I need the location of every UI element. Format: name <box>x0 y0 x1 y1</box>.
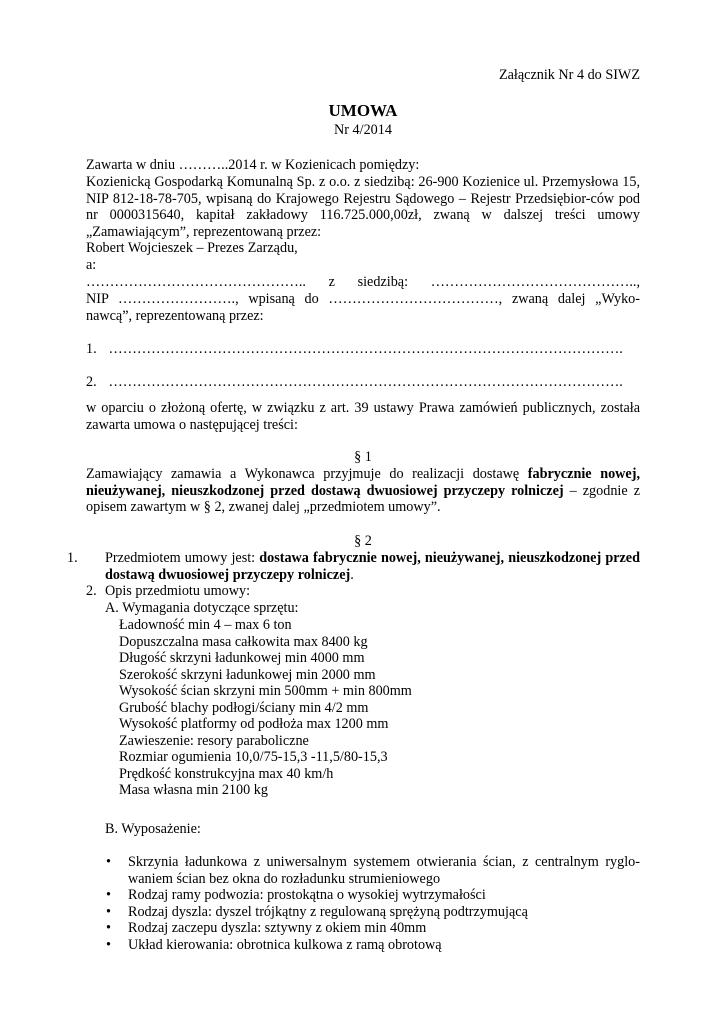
document-number: Nr 4/2014 <box>334 122 392 138</box>
section-1-text-bold: fabrycznie nowej, nieużywanej, nieuszkodzonej przed dostawą dwuosiowej przyczepy rolniczej <box>86 466 640 499</box>
requirement-item: Wysokość ścian skrzyni min 500mm + min 800mm <box>119 683 412 699</box>
requirement-item: Długość skrzyni ładunkowej min 4000 mm <box>119 650 365 666</box>
item-1-text: Przedmiotem umowy jest: <box>105 550 260 566</box>
equipment-item <box>86 887 640 904</box>
bullet-icon: • <box>106 920 111 936</box>
section-2-item-1 <box>67 550 640 583</box>
equipment-text: Układ kierowania: obrotnica kulkowa z ramą obrotową <box>128 936 442 953</box>
requirement-item: Masa własna min 2100 kg <box>119 782 268 798</box>
list-number: 1. <box>67 550 78 566</box>
requirement-item: Prędkość konstrukcyjna max 40 km/h <box>119 765 334 782</box>
bullet-icon: • <box>106 854 111 870</box>
equipment-item <box>86 904 640 921</box>
subsection-a-label: A. Wymagania dotyczące sprzętu: <box>105 600 299 616</box>
equipment-text: Rodzaj zaczepu dyszla: sztywny z okiem min 40mm <box>128 920 427 936</box>
section-2-heading: § 2 <box>354 533 372 549</box>
party1-description: Kozienicką Gospodarką Komunalną Sp. z o.o. z siedzibą: 26-900 Kozienice ul. Przemysłowa 15, NIP 812-18-78-705, wpisaną do Krajowego Rejestru Sądowego – Rejestr Przedsiębior-ców pod nr 0000315640, kapitał zakładowy 116.725.000,00zł, zwaną w dalszej treści umowy „Zamawiającym”, reprezentowaną przez: <box>86 174 640 240</box>
requirement-item: Rozmiar ogumienia 10,0/75-15,3 -11,5/80-15,3 <box>119 749 388 765</box>
requirement-item: Ładowność min 4 – max 6 ton <box>119 617 292 633</box>
requirement-item: Grubość blachy podłogi/ściany min 4/2 mm <box>119 699 369 716</box>
bullet-icon: • <box>106 887 111 903</box>
section-1-heading: § 1 <box>354 449 372 465</box>
bullet-icon: • <box>106 936 111 953</box>
representative-placeholder: ………………………………………………………………………………………………. <box>108 341 623 357</box>
party1-representative: Robert Wojcieszek – Prezes Zarządu, <box>86 240 298 256</box>
annex-label: Załącznik Nr 4 do SIWZ <box>498 67 640 83</box>
requirement-item: Dopuszczalna masa całkowita max 8400 kg <box>119 633 368 650</box>
item-2-text: Opis przedmiotu umowy: <box>105 583 251 599</box>
bullet-icon: • <box>106 903 111 920</box>
document-title: UMOWA <box>328 101 398 120</box>
equipment-list <box>86 854 640 953</box>
section-1-text <box>86 466 640 516</box>
equipment-item <box>86 937 640 954</box>
section-2-item-2 <box>86 583 640 600</box>
representative-row-1 <box>86 341 640 358</box>
equipment-text: Rodzaj ramy podwozia: prostokątna o wysokiej wytrzymałości <box>128 887 486 903</box>
intro-line: Zawarta w dniu ………..2014 r. w Kozienicach pomiędzy: <box>86 157 420 173</box>
requirement-item: Zawieszenie: resory paraboliczne <box>119 732 309 749</box>
list-number: 2. <box>86 583 97 599</box>
representative-row-2 <box>86 374 640 391</box>
and-label: a: <box>86 257 97 273</box>
section-1-text-b: – zgodnie z opisem zawartym w § 2, zwanej dalej „przedmiotem umowy”. <box>86 482 640 515</box>
item-1-end: . <box>350 566 354 583</box>
requirement-item: Wysokość platformy od podłoża max 1200 mm <box>119 716 389 732</box>
list-number: 2. <box>86 374 97 390</box>
legal-basis: w oparciu o złożoną ofertę, w związku z art. 39 ustawy Prawa zamówień publicznych, została zawarta umowa o następującej treści: <box>86 400 640 433</box>
requirement-item: Szerokość skrzyni ładunkowej min 2000 mm <box>119 666 376 683</box>
list-number: 1. <box>86 341 97 357</box>
party2-line1: ……………………………………….. z siedzibą: …………………………………….., <box>86 274 640 290</box>
representative-placeholder: ………………………………………………………………………………………………. <box>108 374 623 390</box>
equipment-text: Skrzynia ładunkowa z uniwersalnym systemem otwierania ścian, z centralnym ryglo-waniem ścian bez okna do rozładunku strumieniowego <box>128 854 640 887</box>
equipment-text: Rodzaj dyszla: dyszel trójkątny z regulowaną sprężyną podtrzymującą <box>128 903 528 920</box>
party2-line2: NIP ……………………., wpisaną do ………………………………, zwaną dalej „Wyko-nawcą”, reprezentowaną przez: <box>86 291 640 324</box>
equipment-item <box>86 920 640 937</box>
requirements-list <box>86 617 640 799</box>
section-1-text-a: Zamawiający zamawia a Wykonawca przyjmuje do realizacji dostawę <box>86 466 528 482</box>
equipment-item <box>86 854 640 887</box>
subsection-b-label: B. Wyposażenie: <box>105 821 201 837</box>
item-1-bold: dostawa fabrycznie nowej, nieużywanej, nieuszkodzonej przed dostawą dwuosiowej przyczepy rolniczej <box>105 550 640 583</box>
